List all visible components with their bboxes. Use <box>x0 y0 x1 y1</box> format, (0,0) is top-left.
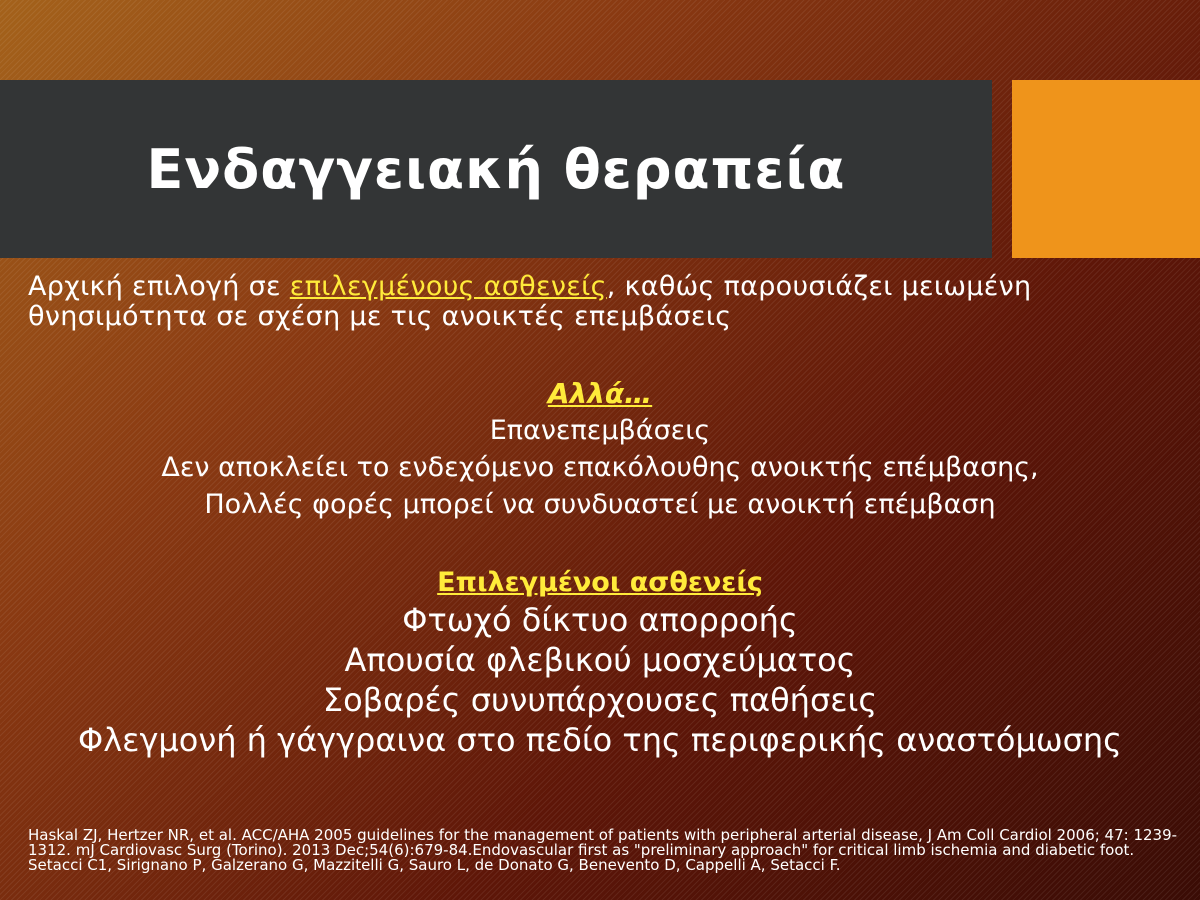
but-item: Δεν αποκλείει το ενδεχόμενο επακόλουθης ανοικτής επέμβασης, <box>161 452 1039 483</box>
but-item: Επανεπεμβάσεις <box>489 415 711 446</box>
intro-prefix: Αρχική επιλογή σε <box>28 271 290 302</box>
but-item: Πολλές φορές μπορεί να συνδυαστεί με ανοικτή επέμβαση <box>204 489 996 520</box>
intro-paragraph <box>28 272 1178 332</box>
accent-block <box>1012 80 1200 258</box>
slide-title: Ενδαγγειακή θεραπεία <box>146 138 846 201</box>
selected-item: Σοβαρές συνυπάρχουσες παθήσεις <box>322 681 878 719</box>
selected-patients-heading: Επιλεγμένοι ασθενείς <box>437 567 763 598</box>
but-heading: Αλλά… <box>547 377 653 410</box>
selected-item: Απουσία φλεβικού μοσχεύματος <box>344 641 856 679</box>
intro-highlight: επιλεγμένους ασθενείς <box>289 271 607 302</box>
intro-suffix: , καθώς παρουσιάζει μειωμένη θνησιμότητα σε σχέση με τις ανοικτές επεμβάσεις <box>28 271 1032 332</box>
selected-patients-list <box>0 600 1200 760</box>
references: Haskal ZJ, Hertzer NR, et al. ACC/AHA 2005 guidelines for the management of patients with peripheral arterial disease, J Am Coll Cardiol 2006; 47: 1239-1312. mJ Cardiovasc Surg (Torino). 2013 Dec;54(6):679-84.Endovascular first as "preliminary approach" for critical limb ischemia and diabetic foot. Setacci C1, Sirignano P, Galzerano G, Mazzitelli G, Sauro L, de Donato G, Benevento D, Cappelli A, Setacci F. <box>28 826 1178 874</box>
selected-item: Φτωχό δίκτυο απορροής <box>402 601 798 639</box>
but-list <box>0 412 1200 523</box>
selected-item: Φλεγμονή ή γάγγραινα στο πεδίο της περιφερικής αναστόμωσης <box>78 721 1122 759</box>
